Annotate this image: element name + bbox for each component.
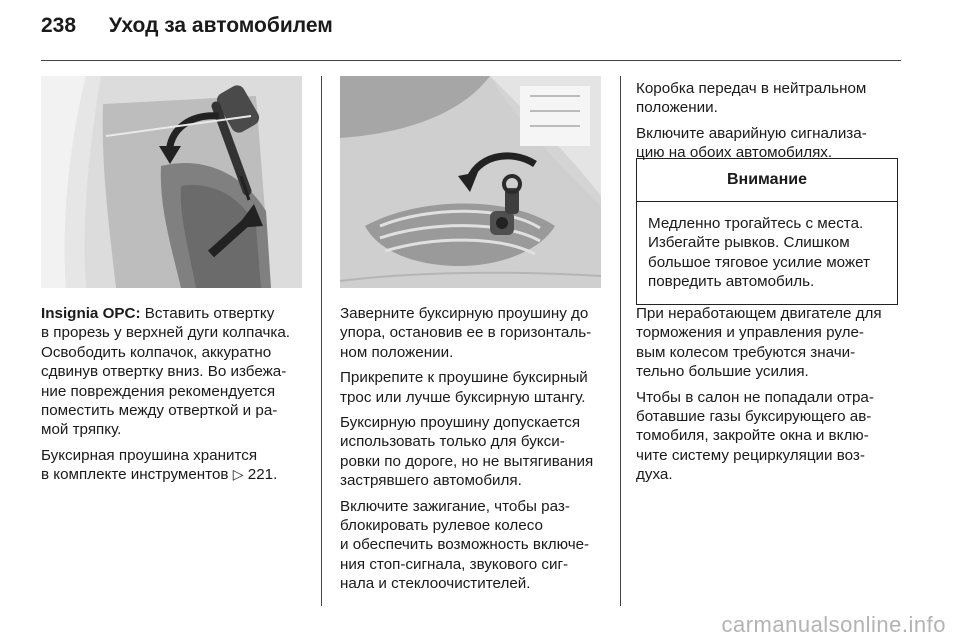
paragraph-screw-in [340,304,610,362]
text-line: Включите зажигание, чтобы раз- [340,497,570,515]
text-line: в комплекте инструментов [41,466,229,484]
paragraph-usage [340,413,610,491]
text-line: трос или лучше буксирную штангу. [340,388,586,406]
text-line: ровки по дороге, но не вытягивания [340,452,594,470]
text-line: Чтобы в салон не попадали отра- [636,388,874,406]
text-line: ния стоп-сигнала, звукового сиг- [340,555,569,573]
caution-notice [636,158,898,305]
text-line: сдвинув отвертку вниз. Во избежа- [41,363,287,381]
text-line: духа. [636,466,673,484]
column-divider-1 [321,76,322,606]
column-3-text-bottom [636,304,906,491]
text-line: Включите аварийную сигнализа- [636,124,867,142]
text-line: положении. [636,99,718,117]
page-reference[interactable]: 221. [247,466,278,484]
text-line: Коробка передач в нейтральном [636,80,867,97]
column-2-text [340,304,610,600]
paragraph-opc [41,304,311,440]
line-1 [41,305,274,322]
notice-body [637,202,897,304]
cross-reference-icon[interactable]: ▷ [232,466,244,483]
text-line: застрявшего автомобиля. [340,472,522,490]
header-rule [41,60,901,61]
text-line: блокировать рулевое колесо [340,517,543,535]
text-line: вым колесом требуются значи- [636,343,856,361]
opc-text-line: Вставить отвертку [140,305,275,322]
text-line: чите систему рециркуляции воз- [636,446,865,464]
opc-label: Insignia OPC: [41,305,141,322]
text-line: Заверните буксирную проушину до [340,305,589,322]
text-line: Освободить колпачок, аккуратно [41,343,272,361]
text-line: Медленно трогайтесь с места. [648,215,864,232]
text-line: упора, остановив ее в горизонталь- [340,324,592,342]
column-3-text-top [636,79,906,169]
text-line: нала и стеклоочистителей. [340,575,531,593]
paragraph-exhaust [636,388,906,485]
section-title: Уход за автомобилем [108,14,333,37]
paragraph-ignition [340,497,610,594]
text-line: в прорезь у верхней дуги колпачка. [41,324,291,342]
text-line: При неработающем двигателе для [636,305,882,322]
illustration-tow-eye [340,76,601,288]
illustration-opc-cover [41,76,302,288]
text-line: цию на обоих автомобилях. [636,144,833,162]
column-divider-2 [620,76,621,606]
column-1-text [41,304,311,491]
text-line: тельно большие усилия. [636,363,809,381]
screwdriver-cover-image [41,76,302,288]
text-line: торможения и управления руле- [636,324,864,342]
text-line: ние повреждения рекомендуется [41,382,276,400]
text-line: томобиля, закройте окна и вклю- [636,427,869,445]
text-line: и обеспечить возможность включе- [340,536,590,554]
text-line: использовать только для букси- [340,433,565,451]
text-line: повредить автомобиль. [648,273,815,291]
paragraph-hazard-lights [636,124,906,163]
text-line: большое тяговое усилие может [648,253,871,271]
text-line: Буксирную проушину допускается [340,414,581,432]
page-number: 238 [41,14,77,37]
notice-title: Внимание [637,159,897,202]
paragraph-engine-off [636,304,906,382]
page-header [41,14,333,38]
tow-eye-bumper-image [340,76,601,288]
text-line: поместить между отверткой и ра- [41,402,278,420]
text-line: Прикрепите к проушине буксирный [340,369,588,387]
text-line: мой тряпку. [41,421,122,439]
text-line: Избегайте рывков. Слишком [648,234,850,252]
paragraph-storage [41,446,311,485]
site-watermark: carmanualsonline.info [721,612,946,637]
text-line: ботавшие газы буксирующего ав- [636,408,872,426]
paragraph-neutral [636,79,906,118]
text-line: Буксирная проушина хранится [41,446,258,464]
paragraph-attach-rope [340,368,610,407]
text-line: ном положении. [340,343,454,361]
